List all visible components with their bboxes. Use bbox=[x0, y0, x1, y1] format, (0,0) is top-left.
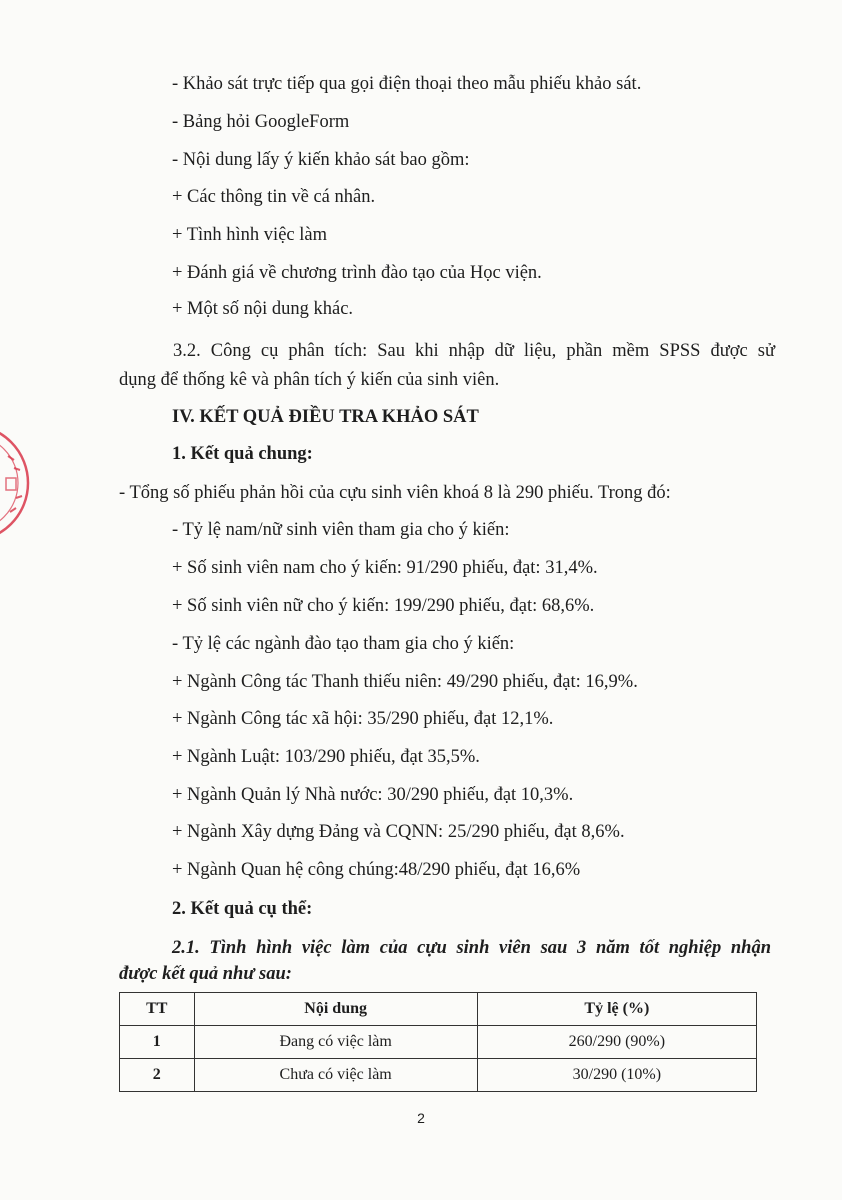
major-item: + Ngành Công tác Thanh thiếu niên: 49/290 phiếu, đạt: 16,9%. bbox=[172, 672, 638, 692]
table-cell: 2 bbox=[120, 1059, 195, 1092]
page-number: 2 bbox=[417, 1110, 425, 1126]
table-header: Tỷ lệ (%) bbox=[477, 993, 756, 1026]
table-row bbox=[120, 1059, 757, 1092]
table-row bbox=[120, 1026, 757, 1059]
section-heading: IV. KẾT QUẢ ĐIỀU TRA KHẢO SÁT bbox=[172, 407, 479, 427]
major-item: - Tỷ lệ các ngành đào tạo tham gia cho ý kiến: bbox=[172, 634, 515, 654]
employment-intro-line: 2.1. Tình hình việc làm của cựu sinh viên sau 3 năm tốt nghiệp nhận bbox=[172, 938, 771, 958]
table-cell: 30/290 (10%) bbox=[477, 1059, 756, 1092]
gender-item: + Số sinh viên nữ cho ý kiến: 199/290 phiếu, đạt: 68,6%. bbox=[172, 596, 595, 616]
employment-intro-line: được kết quả như sau: bbox=[119, 964, 292, 984]
analysis-tool-line: dụng để thống kê và phân tích ý kiến của sinh viên. bbox=[119, 370, 500, 390]
method-item: + Một số nội dung khác. bbox=[172, 299, 354, 319]
table-cell: Chưa có việc làm bbox=[194, 1059, 477, 1092]
employment-table bbox=[119, 992, 757, 1092]
method-item: - Nội dung lấy ý kiến khảo sát bao gồm: bbox=[172, 150, 470, 170]
analysis-tool-line: 3.2. Công cụ phân tích: Sau khi nhập dữ liệu, phần mềm SPSS được sử bbox=[173, 341, 775, 361]
table-header: TT bbox=[120, 993, 195, 1026]
method-item: + Đánh giá về chương trình đào tạo của Học viện. bbox=[172, 263, 542, 283]
major-item: + Ngành Quản lý Nhà nước: 30/290 phiếu, đạt 10,3%. bbox=[172, 785, 574, 805]
gender-item: - Tỷ lệ nam/nữ sinh viên tham gia cho ý kiến: bbox=[172, 520, 510, 540]
method-item: - Khảo sát trực tiếp qua gọi điện thoại theo mẫu phiếu khảo sát. bbox=[172, 74, 642, 94]
major-item: + Ngành Quan hệ công chúng:48/290 phiếu, đạt 16,6% bbox=[172, 860, 581, 880]
table-header: Nội dung bbox=[194, 993, 477, 1026]
specific-results-heading: 2. Kết quả cụ thể: bbox=[172, 899, 313, 919]
major-item: + Ngành Luật: 103/290 phiếu, đạt 35,5%. bbox=[172, 747, 480, 767]
gender-item: + Số sinh viên nam cho ý kiến: 91/290 phiếu, đạt: 31,4%. bbox=[172, 558, 598, 578]
table-header-row bbox=[120, 993, 757, 1026]
method-item: + Các thông tin về cá nhân. bbox=[172, 187, 376, 207]
major-item: + Ngành Công tác xã hội: 35/290 phiếu, đạt 12,1%. bbox=[172, 709, 554, 729]
method-item: + Tình hình việc làm bbox=[172, 225, 327, 245]
method-item: - Bảng hỏi GoogleForm bbox=[172, 112, 350, 132]
total-responses-line: - Tổng số phiếu phản hồi của cựu sinh viên khoá 8 là 290 phiếu. Trong đó: bbox=[119, 483, 671, 503]
table-cell: 260/290 (90%) bbox=[477, 1026, 756, 1059]
major-item: + Ngành Xây dựng Đảng và CQNN: 25/290 phiếu, đạt 8,6%. bbox=[172, 822, 625, 842]
general-results-heading: 1. Kết quả chung: bbox=[172, 444, 313, 464]
table-cell: 1 bbox=[120, 1026, 195, 1059]
official-seal-icon bbox=[0, 408, 34, 558]
table-cell: Đang có việc làm bbox=[194, 1026, 477, 1059]
